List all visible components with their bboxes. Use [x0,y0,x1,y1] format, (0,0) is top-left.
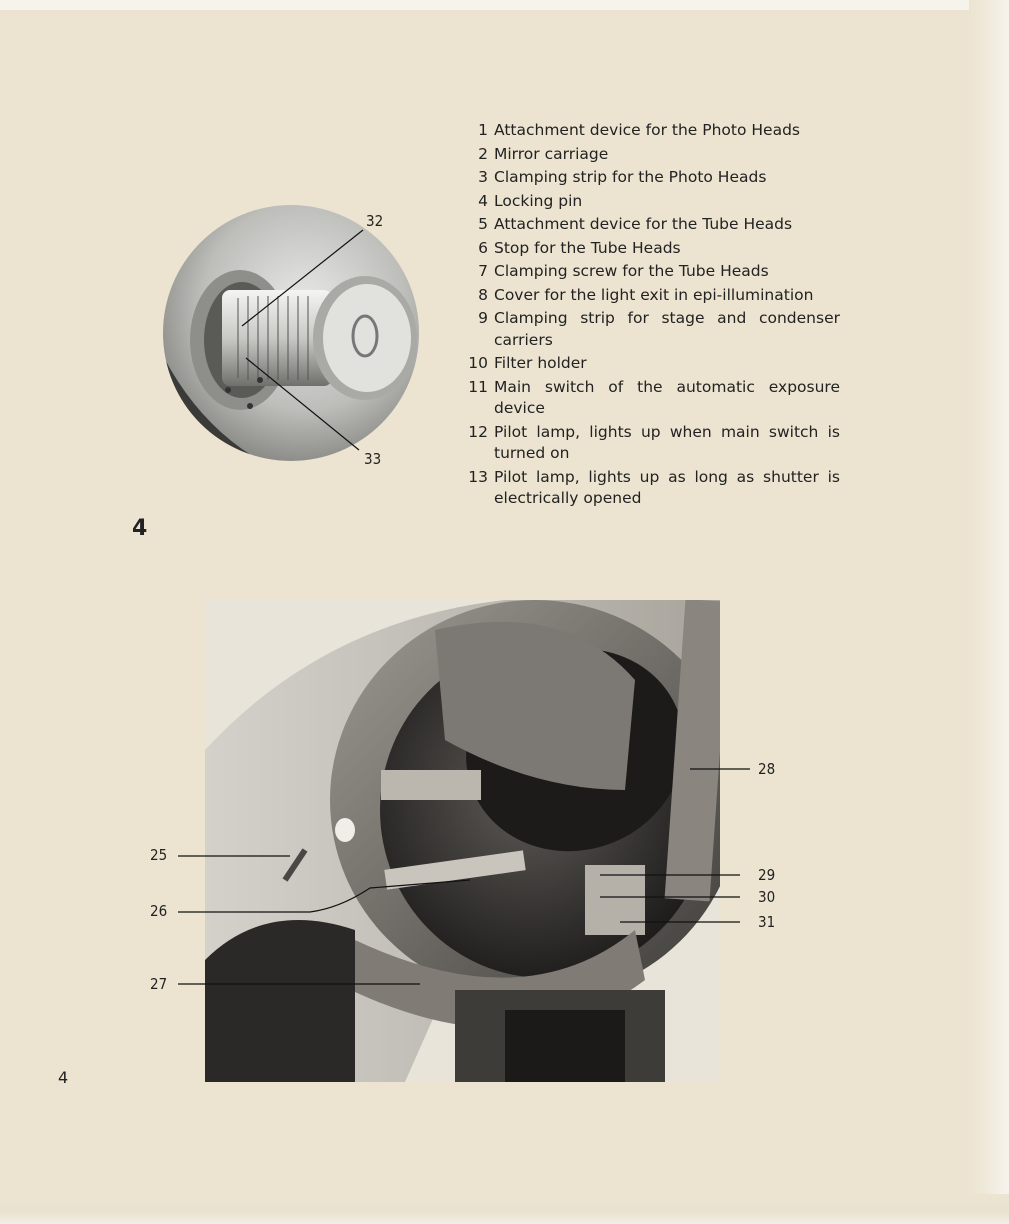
legend-item: 9 Clamping strip for stage and condenser carriers [478,309,840,349]
legend-item: 13 Pilot lamp, lights up as long as shutter is electrically opened [468,467,840,507]
callout-26: 26 [150,902,168,920]
legend-item: 10 Filter holder [468,354,587,372]
callout-29: 29 [758,866,776,884]
legend-item: 2 Mirror carriage [478,144,609,163]
callout-33: 33 [364,450,382,468]
callout-27: 27 [150,975,168,993]
page-right-edge [969,0,1009,1224]
page-top-edge [0,0,1009,10]
callout-leader-lines [170,760,760,1000]
leader-26 [178,880,470,912]
detail-photo-circular [160,200,422,466]
page-bottom-edge [0,1194,1009,1224]
legend-item: 5 Attachment device for the Tube Heads [478,215,793,233]
legend-item: 1 Attachment device for the Photo Heads [478,121,800,139]
callout-25: 25 [150,846,168,864]
callout-28: 28 [758,760,776,778]
legend-item: 12 Pilot lamp, lights up when main switch is turned on [468,422,840,462]
callout-31: 31 [758,913,776,931]
figure-number: 4 [132,516,148,541]
legend-item: 3 Clamping strip for the Photo Heads [478,168,767,186]
legend-item: 8 Cover for the light exit in epi-illumination [478,285,814,304]
legend-item: 6 Stop for the Tube Heads [478,238,681,257]
legend-item: 4 Locking pin [478,191,583,210]
legend-item: 7 Clamping screw for the Tube Heads [478,262,769,280]
callout-30: 30 [758,888,776,906]
callout-32: 32 [366,212,384,230]
page-number: 4 [58,1068,69,1087]
parts-legend [462,120,840,512]
legend-item: 11 Main switch of the automatic exposure device [468,377,840,417]
